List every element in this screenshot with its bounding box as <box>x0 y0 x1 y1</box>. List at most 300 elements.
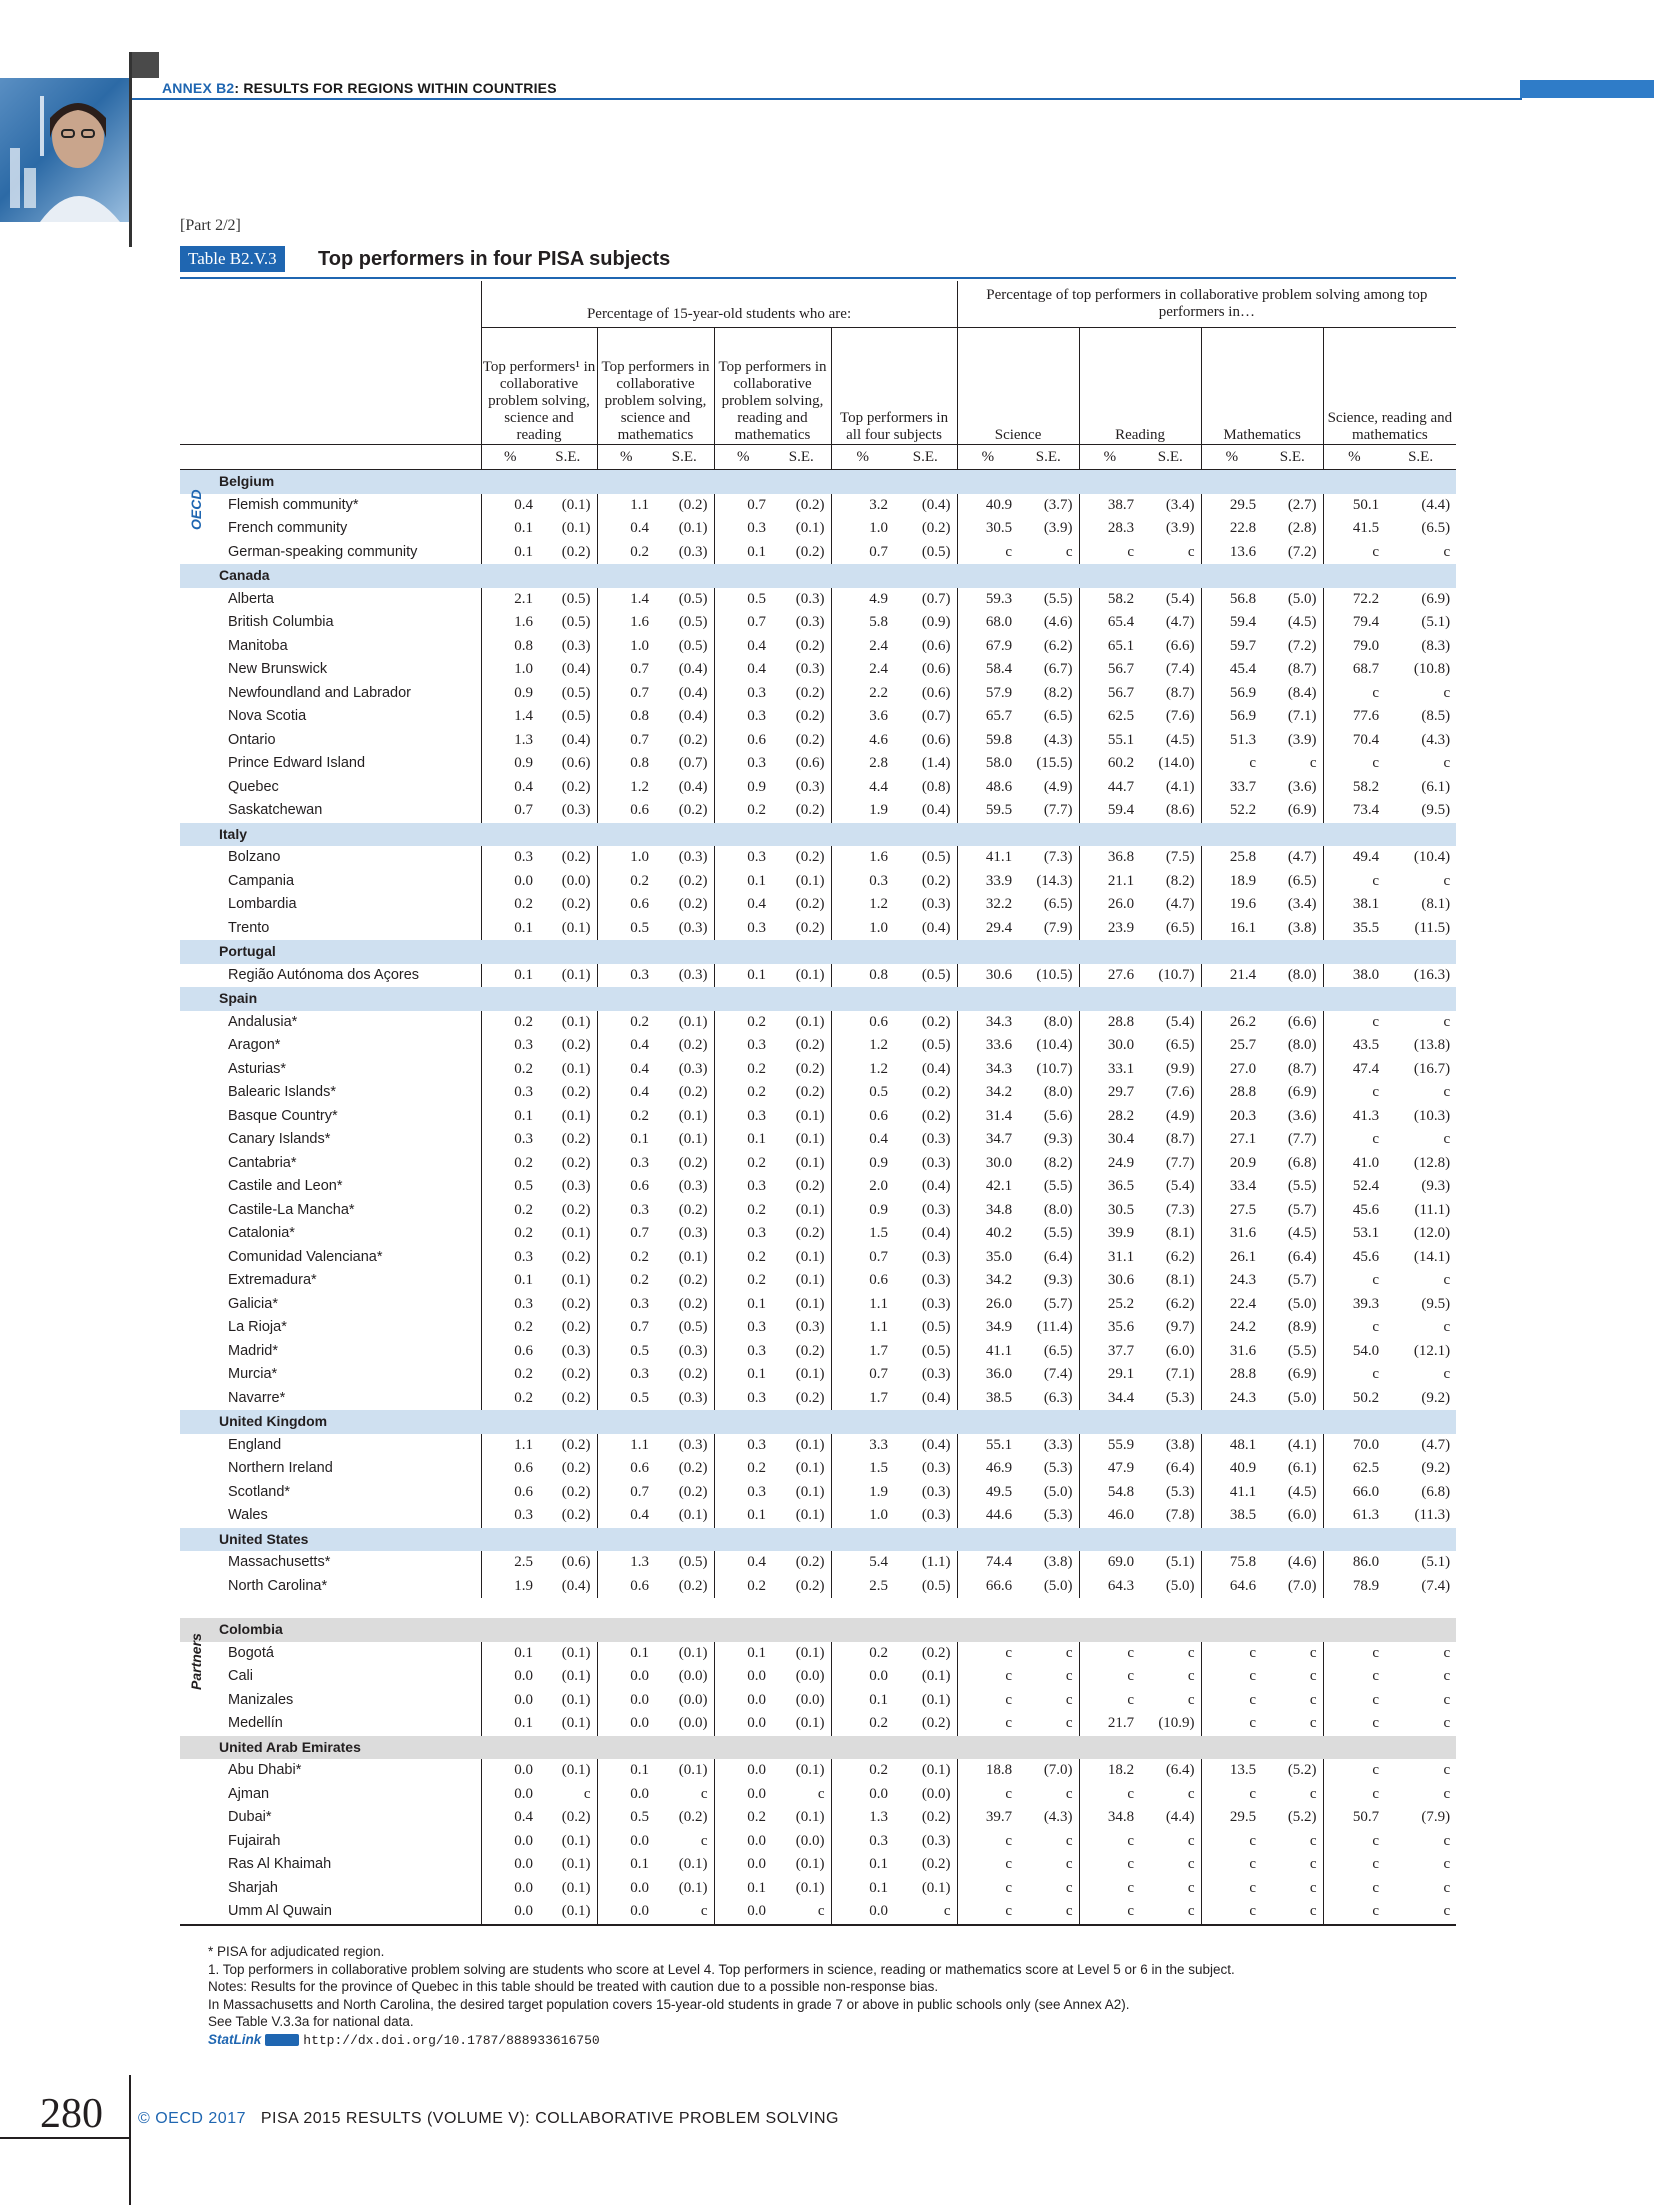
value-cell: 0.3 <box>597 964 655 988</box>
table-row <box>180 1434 1456 1458</box>
value-cell: c <box>1323 1877 1385 1901</box>
value-cell: 0.2 <box>714 1246 772 1270</box>
value-cell: 37.7 <box>1079 1340 1140 1364</box>
value-cell: 0.0 <box>597 1877 655 1901</box>
value-cell: 1.9 <box>481 1575 539 1599</box>
value-cell: 73.4 <box>1323 799 1385 823</box>
value-cell: c <box>1323 682 1385 706</box>
value-cell: 47.4 <box>1323 1058 1385 1082</box>
se-cell: c <box>1065 1644 1073 1661</box>
value-cell: 0.7 <box>714 494 772 518</box>
se-cell: (8.0) <box>1287 1037 1317 1053</box>
se-cell: (8.1) <box>1165 1272 1195 1288</box>
group-row <box>180 1410 1456 1434</box>
value-cell: c <box>957 1900 1018 1925</box>
value-cell: 1.6 <box>481 611 539 635</box>
table-row <box>180 1363 1456 1387</box>
se-cell: (6.9) <box>1287 1366 1317 1382</box>
se-cell: (3.9) <box>1287 731 1317 748</box>
value-cell: 0.0 <box>714 1830 772 1854</box>
se-cell: (9.3) <box>1043 1272 1073 1288</box>
region-name: Prince Edward Island <box>228 755 366 771</box>
value-cell: 0.2 <box>831 1712 894 1736</box>
value-cell: 38.7 <box>1079 494 1140 518</box>
se-cell: (4.7) <box>1287 849 1317 865</box>
region-name: French community <box>228 520 348 536</box>
value-cell: 56.9 <box>1201 682 1262 706</box>
se-cell: (0.3) <box>678 919 708 936</box>
se-cell: (0.2) <box>561 1389 591 1406</box>
table-row <box>180 1199 1456 1223</box>
value-cell: 30.5 <box>957 517 1018 541</box>
oecd-side-label: OECD <box>188 489 204 530</box>
value-cell: 29.5 <box>1201 1806 1262 1830</box>
se-cell: (0.4) <box>921 1389 951 1406</box>
se-cell: (0.1) <box>795 1272 825 1288</box>
value-cell: 0.0 <box>481 870 539 894</box>
value-cell: c <box>957 1830 1018 1854</box>
region-name: Madrid* <box>228 1342 278 1359</box>
value-cell: 40.2 <box>957 1222 1018 1246</box>
value-cell: 0.1 <box>714 1128 772 1152</box>
value-cell: 0.0 <box>481 1853 539 1877</box>
value-cell: 1.2 <box>831 1058 894 1082</box>
value-cell: 0.5 <box>597 1340 655 1364</box>
se-cell: (8.6) <box>1165 802 1195 818</box>
se-cell: (0.1) <box>795 1013 825 1030</box>
se-cell: (0.1) <box>795 1879 825 1896</box>
value-cell: 0.6 <box>831 1105 894 1129</box>
value-cell: 0.2 <box>481 893 539 917</box>
se-cell: (4.3) <box>1043 731 1073 748</box>
annex-title: : RESULTS FOR REGIONS WITHIN COUNTRIES <box>234 80 557 96</box>
se-cell: c <box>1140 1900 1201 1925</box>
se-cell: (6.4) <box>1287 1248 1317 1265</box>
value-cell: 59.8 <box>957 729 1018 753</box>
se-cell: (5.2) <box>1287 1809 1317 1825</box>
value-cell: 1.5 <box>831 1457 894 1481</box>
annex-label: ANNEX B2 <box>162 80 235 96</box>
region-name: Aragon* <box>228 1037 281 1053</box>
se-cell: (0.4) <box>921 1178 951 1194</box>
se-cell: (3.8) <box>1165 1436 1195 1453</box>
se-cell: (0.1) <box>561 1691 591 1708</box>
se-cell: (5.7) <box>1043 1295 1073 1312</box>
se-cell: (5.0) <box>1043 1577 1073 1594</box>
se-cell: c <box>1187 1644 1195 1661</box>
value-cell: 45.4 <box>1201 658 1262 682</box>
value-cell: 1.0 <box>597 635 655 659</box>
se-cell: (0.2) <box>561 1436 591 1453</box>
value-cell: 1.0 <box>831 1504 894 1528</box>
value-cell: 56.8 <box>1201 588 1262 612</box>
value-cell: 0.3 <box>831 1830 894 1854</box>
group-name: Colombia <box>180 1618 1456 1642</box>
value-cell: 1.1 <box>597 494 655 518</box>
value-cell: 0.1 <box>831 1853 894 1877</box>
se-cell: (0.5) <box>921 849 951 865</box>
se-cell: (0.4) <box>561 731 591 748</box>
value-cell: 0.9 <box>831 1152 894 1176</box>
se-cell: (8.9) <box>1287 1319 1317 1335</box>
se-cell: (0.1) <box>561 1644 591 1661</box>
value-cell: 5.4 <box>831 1551 894 1575</box>
value-cell: 34.2 <box>957 1269 1018 1293</box>
table-row <box>180 541 1456 565</box>
value-cell: c <box>1323 1783 1385 1807</box>
se-cell: (0.2) <box>921 1856 951 1872</box>
se-cell: (5.0) <box>1287 590 1317 607</box>
value-cell: 66.0 <box>1323 1481 1385 1505</box>
value-cell: 52.4 <box>1323 1175 1385 1199</box>
region-name: Campania <box>228 872 295 889</box>
se-cell: (0.5) <box>678 614 708 630</box>
value-cell: 2.0 <box>831 1175 894 1199</box>
col-header-mathematics: Mathematics <box>1201 328 1323 445</box>
value-cell: 0.0 <box>714 1900 772 1925</box>
se-cell: c <box>817 1785 825 1802</box>
se-cell: (5.5) <box>1287 1342 1317 1359</box>
se-cell: (10.7) <box>1036 1060 1073 1077</box>
se-cell: (8.0) <box>1287 966 1317 983</box>
se-cell: (0.1) <box>561 919 591 936</box>
se-cell: (0.5) <box>561 614 591 630</box>
se-cell: (0.3) <box>678 1436 708 1453</box>
region-name: New Brunswick <box>228 661 328 677</box>
se-cell: (8.2) <box>1043 684 1073 701</box>
se-cell: (0.2) <box>795 1084 825 1100</box>
se-header: S.E. <box>539 445 597 470</box>
se-cell: (0.5) <box>561 684 591 701</box>
value-cell: 30.0 <box>1079 1034 1140 1058</box>
table-row <box>180 1575 1456 1599</box>
value-cell: 25.2 <box>1079 1293 1140 1317</box>
value-cell: c <box>1323 870 1385 894</box>
region-name: Wales <box>228 1507 268 1523</box>
value-cell: 1.3 <box>597 1551 655 1575</box>
value-cell: c <box>1201 1877 1262 1901</box>
se-cell: (0.0) <box>678 1715 708 1731</box>
value-cell: 2.4 <box>831 635 894 659</box>
table-row <box>180 1830 1456 1854</box>
value-cell: 0.7 <box>597 658 655 682</box>
se-cell: (14.3) <box>1036 872 1073 889</box>
value-cell: 28.3 <box>1079 517 1140 541</box>
se-cell: (6.1) <box>1287 1460 1317 1476</box>
se-cell: (0.6) <box>921 684 951 701</box>
value-cell: 0.0 <box>481 1877 539 1901</box>
value-cell: 0.4 <box>597 1034 655 1058</box>
note-national: See Table V.3.3a for national data. <box>208 2014 414 2029</box>
se-cell: c <box>1065 1668 1073 1684</box>
se-cell: (0.1) <box>795 1856 825 1872</box>
footer-vertical-rule <box>129 2075 131 2205</box>
value-cell: c <box>1323 1011 1385 1035</box>
se-cell: c <box>1065 543 1073 560</box>
se-cell: (8.7) <box>1165 684 1195 701</box>
value-cell: c <box>1323 1900 1385 1925</box>
se-cell: (0.2) <box>795 708 825 724</box>
table-row <box>180 870 1456 894</box>
se-cell: (0.0) <box>561 872 591 889</box>
se-cell: (14.0) <box>1158 755 1195 771</box>
value-cell: 1.1 <box>831 1316 894 1340</box>
region-name: Manitoba <box>228 637 288 654</box>
value-cell: c <box>957 1853 1018 1877</box>
value-cell: 0.2 <box>481 1152 539 1176</box>
se-cell: (0.3) <box>561 1178 591 1194</box>
se-cell: (0.2) <box>561 1460 591 1476</box>
value-cell: 0.0 <box>831 1783 894 1807</box>
value-cell: 0.3 <box>481 1293 539 1317</box>
publication-title: PISA 2015 RESULTS (VOLUME V): COLLABORATIVE PROBLEM SOLVING <box>260 2110 839 2127</box>
value-cell: 24.9 <box>1079 1152 1140 1176</box>
table-row <box>180 588 1456 612</box>
value-cell: 0.6 <box>831 1011 894 1035</box>
se-cell: c <box>1443 1013 1451 1030</box>
se-cell: (0.2) <box>795 919 825 936</box>
region-name: Northern Ireland <box>228 1460 333 1476</box>
se-cell: c <box>655 1900 714 1925</box>
col-header-cps-sci-math: Top performers in collaborative problem solving, science and mathematics <box>597 328 714 445</box>
se-cell: (0.3) <box>678 1342 708 1359</box>
se-cell: c <box>1309 1856 1317 1872</box>
se-cell: (8.1) <box>1165 1225 1195 1241</box>
value-cell: 0.9 <box>831 1199 894 1223</box>
value-cell: 0.2 <box>481 1387 539 1411</box>
value-cell: 26.0 <box>1079 893 1140 917</box>
value-cell: c <box>1079 1689 1140 1713</box>
value-cell: 0.2 <box>831 1759 894 1783</box>
value-cell: 25.8 <box>1201 846 1262 870</box>
value-cell: 0.4 <box>597 517 655 541</box>
se-cell: (0.1) <box>678 1248 708 1265</box>
region-name: La Rioja* <box>228 1319 287 1335</box>
value-cell: 0.3 <box>714 1387 772 1411</box>
se-cell: (0.1) <box>921 1762 951 1778</box>
se-cell: (0.1) <box>561 1272 591 1288</box>
se-cell: (0.1) <box>561 1832 591 1849</box>
se-cell: (11.5) <box>1414 919 1451 936</box>
se-cell: (0.5) <box>561 708 591 724</box>
value-cell: 36.5 <box>1079 1175 1140 1199</box>
value-cell: 70.4 <box>1323 729 1385 753</box>
table-row <box>180 1222 1456 1246</box>
value-cell: c <box>1201 1830 1262 1854</box>
se-cell: c <box>1065 1715 1073 1731</box>
value-cell: 28.8 <box>1201 1363 1262 1387</box>
se-cell: (0.6) <box>921 637 951 654</box>
value-cell: 0.6 <box>597 1175 655 1199</box>
se-cell: (6.2) <box>1043 637 1073 654</box>
value-cell: 0.2 <box>714 1152 772 1176</box>
value-cell: 4.4 <box>831 776 894 800</box>
value-cell: 39.3 <box>1323 1293 1385 1317</box>
value-cell: 1.6 <box>597 611 655 635</box>
value-cell: 0.0 <box>481 1900 539 1925</box>
value-cell: 0.3 <box>714 846 772 870</box>
value-cell: 0.9 <box>481 752 539 776</box>
value-cell: 70.0 <box>1323 1434 1385 1458</box>
se-cell: (0.0) <box>795 1668 825 1684</box>
se-cell: (8.4) <box>1287 684 1317 701</box>
value-cell: 5.8 <box>831 611 894 635</box>
value-cell: 2.8 <box>831 752 894 776</box>
value-cell: c <box>957 1783 1018 1807</box>
value-cell: 0.4 <box>597 1504 655 1528</box>
se-cell: (8.0) <box>1043 1013 1073 1030</box>
value-cell: 18.2 <box>1079 1759 1140 1783</box>
se-cell: (0.3) <box>921 1154 951 1171</box>
value-cell: 1.0 <box>481 658 539 682</box>
se-cell: (16.3) <box>1413 966 1451 983</box>
se-cell: (3.8) <box>1287 919 1317 936</box>
se-cell: c <box>1443 1644 1451 1661</box>
se-cell: c <box>1309 1668 1317 1684</box>
se-cell: (5.7) <box>1287 1272 1317 1288</box>
region-name: Saskatchewan <box>228 802 323 818</box>
se-cell: (4.1) <box>1287 1436 1317 1453</box>
value-cell: 0.0 <box>714 1759 772 1783</box>
se-cell: c <box>1443 543 1451 560</box>
se-cell: (3.9) <box>1165 520 1195 536</box>
value-cell: 0.0 <box>597 1830 655 1854</box>
se-cell: (0.9) <box>921 614 951 630</box>
se-cell: (0.3) <box>921 896 951 912</box>
statlink <box>208 2031 1458 2050</box>
table-row <box>180 658 1456 682</box>
se-cell: (10.7) <box>1158 966 1195 983</box>
value-cell: 0.2 <box>481 1363 539 1387</box>
se-cell: (3.3) <box>1043 1436 1073 1453</box>
value-cell: 0.8 <box>597 752 655 776</box>
value-cell: 0.5 <box>597 1806 655 1830</box>
se-cell: (0.1) <box>795 1107 825 1124</box>
se-cell: (5.6) <box>1043 1107 1073 1124</box>
value-cell: 1.2 <box>831 1034 894 1058</box>
se-cell: (0.2) <box>678 1483 708 1500</box>
value-cell: 0.0 <box>597 1665 655 1689</box>
title-rule <box>180 277 1456 279</box>
value-cell: 0.1 <box>597 1642 655 1666</box>
value-cell: 0.7 <box>481 799 539 823</box>
value-cell: 55.1 <box>957 1434 1018 1458</box>
se-cell: (0.3) <box>678 966 708 983</box>
value-cell: 57.9 <box>957 682 1018 706</box>
value-cell: 31.1 <box>1079 1246 1140 1270</box>
se-cell: c <box>1443 1785 1451 1802</box>
value-cell: 0.0 <box>481 1830 539 1854</box>
se-cell: (4.3) <box>1043 1809 1073 1825</box>
value-cell: 65.1 <box>1079 635 1140 659</box>
value-cell: 77.6 <box>1323 705 1385 729</box>
se-cell: (0.4) <box>921 1436 951 1453</box>
se-cell: (5.3) <box>1043 1460 1073 1476</box>
col-header-sci-read-math: Science, reading and mathematics <box>1323 328 1456 445</box>
se-cell: c <box>1187 1785 1195 1802</box>
value-cell: c <box>1201 1689 1262 1713</box>
region-name: Bolzano <box>228 849 281 865</box>
se-cell: (0.2) <box>795 802 825 818</box>
se-cell: (0.1) <box>678 1013 708 1030</box>
value-cell: 46.9 <box>957 1457 1018 1481</box>
table-row <box>180 1152 1456 1176</box>
se-cell: (0.3) <box>921 1295 951 1312</box>
se-cell: (0.1) <box>795 1131 825 1147</box>
se-cell: c <box>1187 1879 1195 1896</box>
value-cell: 0.1 <box>481 964 539 988</box>
se-cell: (8.7) <box>1165 1131 1195 1147</box>
se-cell: (7.3) <box>1165 1201 1195 1218</box>
se-cell: (4.7) <box>1165 614 1195 630</box>
se-cell: (0.3) <box>678 1060 708 1077</box>
partners-side-label: Partners <box>188 1633 204 1690</box>
table-row <box>180 1504 1456 1528</box>
header-dark-block <box>129 52 159 78</box>
se-cell: (5.1) <box>1421 614 1451 630</box>
value-cell: 1.4 <box>481 705 539 729</box>
value-cell: 0.9 <box>714 776 772 800</box>
value-cell: c <box>1323 752 1385 776</box>
value-cell: 58.2 <box>1079 588 1140 612</box>
value-cell: 0.1 <box>714 541 772 565</box>
value-cell: 0.0 <box>597 1900 655 1925</box>
group-row <box>180 1618 1456 1642</box>
se-cell: (4.7) <box>1421 1436 1451 1453</box>
value-cell: 0.1 <box>481 517 539 541</box>
value-cell: 27.6 <box>1079 964 1140 988</box>
value-cell: 72.2 <box>1323 588 1385 612</box>
value-cell: 0.2 <box>714 1081 772 1105</box>
se-cell: (8.7) <box>1287 1060 1317 1077</box>
statlink-url[interactable]: http://dx.doi.org/10.1787/888933616750 <box>303 2032 600 2048</box>
se-cell: c <box>1262 1900 1323 1925</box>
se-cell: c <box>894 1900 957 1925</box>
value-cell: 0.4 <box>714 1551 772 1575</box>
value-cell: 0.7 <box>597 1222 655 1246</box>
value-cell: 0.3 <box>714 752 772 776</box>
table-row <box>180 964 1456 988</box>
data-table <box>180 281 1456 1926</box>
se-cell: (0.5) <box>678 1319 708 1335</box>
se-cell: (4.6) <box>1287 1554 1317 1570</box>
se-cell: c <box>1065 1879 1073 1896</box>
se-cell: (0.2) <box>561 543 591 560</box>
value-cell: 41.0 <box>1323 1152 1385 1176</box>
value-cell: 1.6 <box>831 846 894 870</box>
table-row <box>180 1853 1456 1877</box>
se-cell: (0.2) <box>678 802 708 818</box>
se-cell: (0.2) <box>795 1037 825 1053</box>
se-cell: (1.4) <box>921 755 951 771</box>
running-header <box>162 80 557 96</box>
se-cell: c <box>1065 1691 1073 1708</box>
se-cell: (0.1) <box>921 1879 951 1896</box>
value-cell: 0.4 <box>597 1058 655 1082</box>
se-cell: (6.5) <box>1165 919 1195 936</box>
value-cell: 1.0 <box>831 917 894 941</box>
se-cell: (9.2) <box>1421 1460 1451 1476</box>
se-cell: (0.8) <box>921 778 951 795</box>
se-cell: (0.1) <box>678 1131 708 1147</box>
se-cell: (3.6) <box>1287 1107 1317 1124</box>
se-cell: (6.0) <box>1287 1507 1317 1523</box>
se-cell: (5.2) <box>1287 1762 1317 1778</box>
value-cell: 0.7 <box>831 541 894 565</box>
value-cell: 38.5 <box>957 1387 1018 1411</box>
se-cell: (4.5) <box>1287 1483 1317 1500</box>
value-cell: 39.7 <box>957 1806 1018 1830</box>
